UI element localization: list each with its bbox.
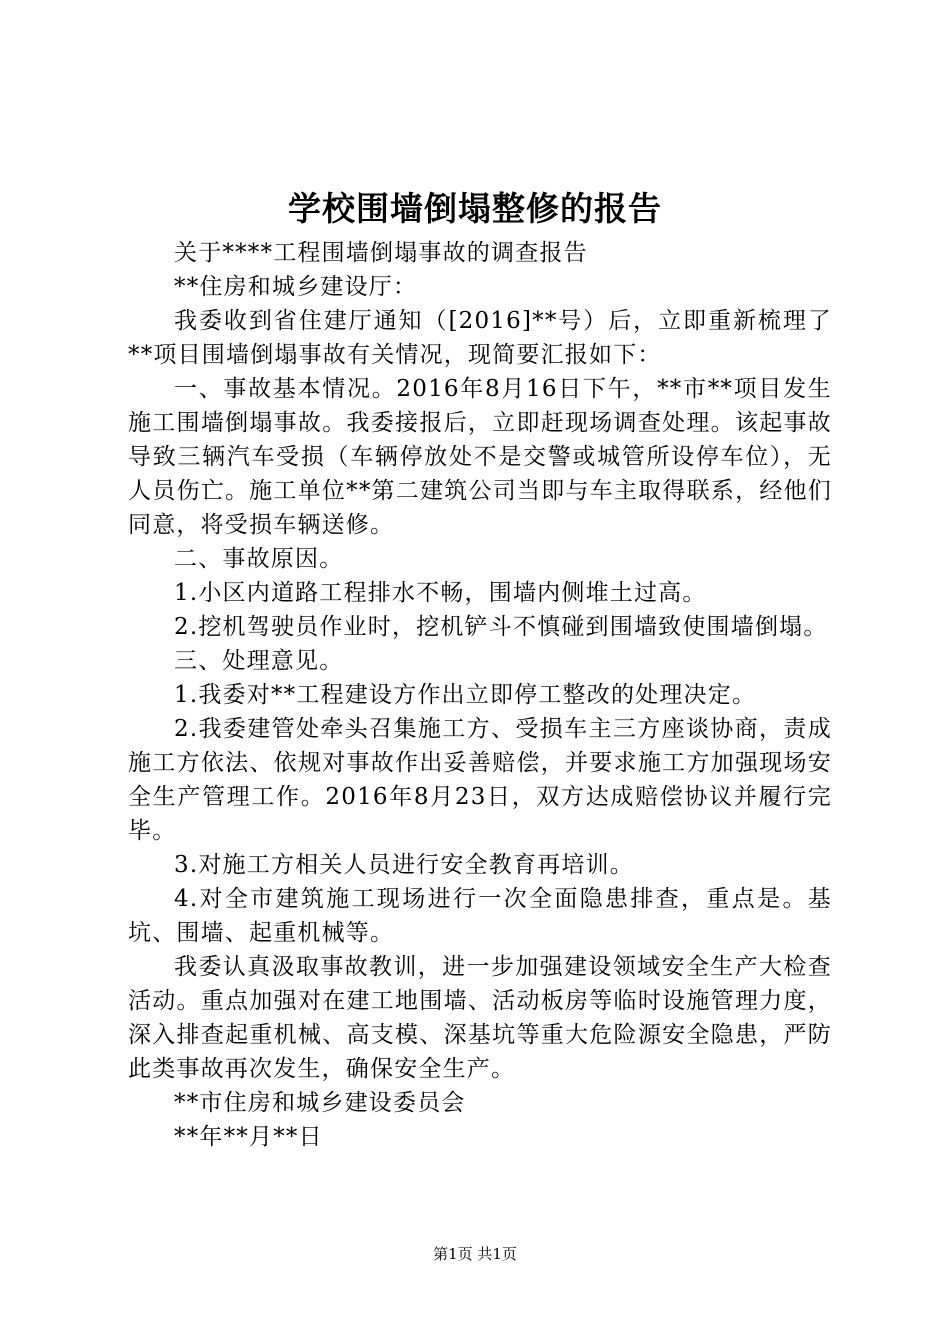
section-handling-heading: 三、处理意见。 — [174, 648, 344, 674]
handling-item-1: 1.我委对**工程建设方作出立即停工整改的处理决定。 — [174, 682, 757, 708]
section-basic-situation: 一、事故基本情况。2016年8月16日下午，**市**项目发生施工围墙倒塌事故。我委接报后，立即赶现场调查处理。该起事故导致三辆汽车受损（车辆停放处不是交警或城管所设停车位），无人员伤亡。施工单位**第二建筑公司当即与车主取得联系，经他们同意，将受损车辆送修。 — [128, 376, 832, 538]
signature-org: **市住房和城乡建设委员会 — [174, 1090, 466, 1116]
cause-item-1: 1.小区内道路工程排水不畅，围墙内侧堆土过高。 — [174, 580, 707, 606]
conclusion-paragraph: 我委认真汲取事故教训，进一步加强建设领域安全生产大检查活动。重点加强对在建工地围墙、活动板房等临时设施管理力度，深入排查起重机械、高支模、深基坑等重大危险源安全隐患，严防此类事故再次发生，确保安全生产。 — [128, 954, 832, 1082]
report-subject: 关于****工程围墙倒塌事故的调查报告 — [174, 240, 588, 266]
page-number: 第1页 共1页 — [433, 1245, 517, 1263]
signature-date: **年**月**日 — [174, 1124, 323, 1150]
handling-item-2: 2.我委建管处牵头召集施工方、受损车主三方座谈协商，责成施工方依法、依规对事故作出妥善赔偿，并要求施工方加强现场安全生产管理工作。2016年8月23日，双方达成赔偿协议并履行完毕。 — [128, 716, 832, 844]
handling-item-4: 4.对全市建筑施工现场进行一次全面隐患排查，重点是。基坑、围墙、起重机械等。 — [128, 886, 832, 946]
cause-item-2: 2.挖机驾驶员作业时，挖机铲斗不慎碰到围墙致使围墙倒塌。 — [174, 614, 828, 640]
handling-item-3: 3.对施工方相关人员进行安全教育再培训。 — [174, 852, 634, 878]
intro-paragraph: 我委收到省住建厅通知（[2016]**号）后，立即重新梳理了**项目围墙倒塌事故有关情况，现简要汇报如下： — [128, 308, 832, 368]
document-body — [128, 236, 832, 1154]
recipient-line: **住房和城乡建设厅： — [174, 274, 418, 300]
section-cause-heading: 二、事故原因。 — [174, 546, 344, 572]
document-title: 学校围墙倒塌整修的报告 — [288, 189, 662, 228]
